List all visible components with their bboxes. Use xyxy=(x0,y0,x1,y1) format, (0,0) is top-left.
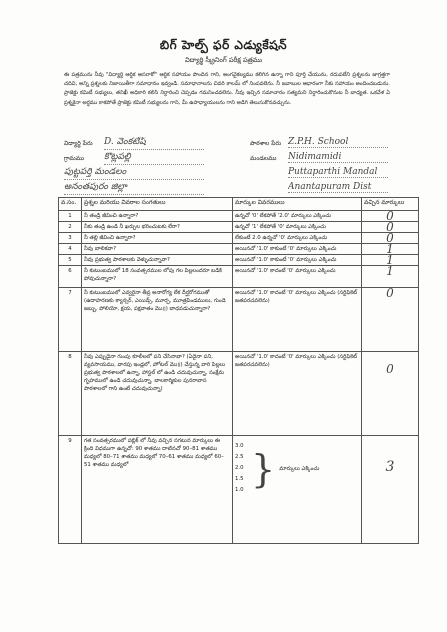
row-question: నీ కుటుంబములో 18 సంవత్సరముల లోపు గల పిల్లలందరూ బడికి పోవుచున్నారా? xyxy=(82,266,233,288)
line4-right-value[interactable]: Anantapuram Dist xyxy=(288,182,388,193)
table-row xyxy=(59,436,419,544)
line3-left-value[interactable]: పుట్టపర్తి మండలం xyxy=(64,167,204,180)
row-mark-value: 0 xyxy=(386,220,394,234)
row-marking-rule: అయినచో '1.0' కాదంటే '0' మార్కులు ఎక్కించు (సర్టిఫికెట్ జతపరచవలెను) xyxy=(233,288,362,352)
scale-value: 2.5 xyxy=(235,454,244,460)
table-row xyxy=(59,255,419,266)
scale-value: 1.5 xyxy=(235,476,244,482)
row-mark-value: 0 xyxy=(386,209,394,223)
row-mark-cell[interactable] xyxy=(362,352,419,436)
row-question: గత సంవత్సరములో పబ్లిక్ లో నీవు వచ్చిన సగటున మార్కులు ఈ క్రింది విధముగా ఉన్నచో: 90 శాతము దాటినచో 90–81 శాతము మధ్యలో 80–71 శాతము మధ్యలో 70–61 శాతము మధ్యలో 60–51 శాతము మధ్యలో xyxy=(82,436,233,544)
row-marking-rule: అయినచో '1.0' కాదంటే '0' మార్కులు ఎక్కించు (సర్టిఫికెట్ జతపరచవలెను) xyxy=(233,352,362,436)
marks-scale xyxy=(235,441,359,496)
table-row xyxy=(59,266,419,288)
school-value[interactable]: Z.P.H. School xyxy=(288,137,388,148)
row-marking-rule: అయినచో '1.0' కాకుంటే '0' మార్కులు ఎక్కించు xyxy=(233,255,362,266)
row-number: 5 xyxy=(59,255,82,266)
screening-table xyxy=(58,197,419,544)
line3-right-value[interactable]: Puttaparthi Mandal xyxy=(288,167,388,178)
row-mark-value: 1 xyxy=(386,253,394,267)
row-mark-value: 3 xyxy=(385,459,395,475)
row-marking-rule: ఉన్నచో '0' లేకపోతే '2.0' మార్కులు ఎక్కించు xyxy=(233,211,362,222)
village-label: గ్రామము xyxy=(64,155,85,162)
row-mark-cell[interactable] xyxy=(362,288,419,352)
row-marking-rule: ఉన్నచో '1' లేకపోతే '0' మార్కులు ఎక్కించు xyxy=(233,222,362,233)
row-mark-cell[interactable] xyxy=(362,436,419,544)
village-value[interactable]: కొట్లపల్లి xyxy=(104,152,204,165)
marks-scale-values xyxy=(235,441,251,496)
header-marking: మార్కుల వివరములు xyxy=(233,198,362,211)
row-question: నీ కుటుంబములో ఎవ్వరైనా తీవ్ర అనారోగ్య లేక దీర్ఘరోగముతో (ఉదాహరణకు క్యాన్సర్, ఎయిడ్స్, మూర్ఛ, మూత్రపిండములు, గుండె జబ్బు, పోలియో, క్షయ, పక్షవాతం మొ॥) బాధపడుచున్నారా? xyxy=(82,288,233,352)
instructions-paragraph: ఈ పత్రమును నీవు "విద్యార్థి ఆర్థిక ఆసరాకో" ఆర్థిక సహాయం పొందిన గాని, అంగవైకల్యము కలిగిన ఉన్నా గాని పూర్తి చేయును, రదుపలేని ప్రశ్నలను జాగ్రత్తగా చదివి, అన్ని ప్రశ్నలకు నిజాయితీగా సమాధానం ఇవ్వండి. సమాధానాలను చివరి కాలమ్ లో నింపవలెను. నీ జవాబుల ఆధారంగా నీకు సహాయం అందించబడును. ప్రాజెక్టు కమిటీ సభ్యులు, తనిఖీ అధికారి కలిసి నిర్ధారించి చెప్పడం గమనించవలెను. నీవు ఇచ్చిన సమాచారం సత్యమని నిర్ధారించుకొనుట నీ బాధ్యత. ఒకవేళ ఏ ప్రశ్నకైనా అర్థము కాకపోతే ప్రాజెక్టు కమిటీ సభ్యులను గాని, మీ ఉపాధ్యాయులను గాని అడిగి తెలుసుకొనవచ్చును. xyxy=(64,72,390,106)
brace-icon: } xyxy=(251,446,276,491)
row-mark-value: 0 xyxy=(386,286,394,300)
table-row xyxy=(59,352,419,436)
row-number: 7 xyxy=(59,288,82,352)
row-question: నీ తల్లి జీవించి ఉన్నారా? xyxy=(82,233,233,244)
form-title: బిగ్ హెల్ప్ ఫర్ ఎడ్యుకేషన్ xyxy=(159,38,288,52)
scale-value: 3.0 xyxy=(235,443,244,449)
row-question: నీవు బాలికవా? xyxy=(82,244,233,255)
row-number: 6 xyxy=(59,266,82,288)
row-marking-rule-cell xyxy=(233,436,362,544)
table-row xyxy=(59,222,419,233)
row-number: 3 xyxy=(59,233,82,244)
row-number: 8 xyxy=(59,352,82,436)
row-mark-value: 1 xyxy=(386,264,394,278)
scale-value: 2.0 xyxy=(235,465,244,471)
header-question: ప్రశ్నల మరియు వివరాల సంగతులు xyxy=(82,198,233,211)
row-question: నీకు తండ్రి ఉండి నీ ఖర్చుల భరించుటకు లేరా? xyxy=(82,222,233,233)
student-name-label: విద్యార్థి పేరు xyxy=(64,140,93,147)
school-label: పాఠశాల పేరు xyxy=(250,140,282,147)
row-number: 9 xyxy=(59,436,82,544)
table-row xyxy=(59,288,419,352)
row-question: నీవు ఎప్పుడైనా గుంపు కూలీలలో పని చేసినావా? (ఏదైనా పని, వ్యవసాయము, వారపు ఇండ్లలో, హోటల్ మొ॥) చేస్తున్న వారి పిల్లలు ప్రభుత్వ పాఠశాలలో ఉన్నా, హాస్టల్ లో ఉండి చదువుచున్నా, సంక్షేమ గృహములో ఉండి చదువుచున్నా, బాలకార్మికుల పునరావాస పాఠశాలలో గాని ఉంటే చదువుచున్నా) xyxy=(82,352,233,436)
row-number: 4 xyxy=(59,244,82,255)
table-row xyxy=(59,244,419,255)
mandal-label: మండలము xyxy=(250,155,277,162)
mandal-value[interactable]: Nidimamidi xyxy=(288,152,388,163)
row-question: నీ తండ్రి జీవించి ఉన్నారా? xyxy=(82,211,233,222)
row-marking-rule: మార్కులు ఎక్కించు xyxy=(279,465,320,472)
header-marks-obtained: వచ్చిన మార్కులు xyxy=(362,198,419,211)
student-name-value[interactable]: D. వెంకటేష్ xyxy=(104,137,204,150)
line4-left-value[interactable]: అనంతపురం జిల్లా xyxy=(64,182,204,195)
form-subtitle: విద్యార్థి స్క్రీనింగ్ పరీక్ష పత్రము xyxy=(184,56,263,64)
row-marking-rule: లేకుంటే 2.0 ఉన్నచో '0' మార్కులు ఎక్కించు xyxy=(233,233,362,244)
row-mark-cell[interactable] xyxy=(362,266,419,288)
table-row xyxy=(59,211,419,222)
header-serial: వ.సం. xyxy=(59,198,82,211)
row-marking-rule: అయినచో '1.0' కాదంటే '0' మార్కులు ఎక్కించు xyxy=(233,266,362,288)
row-question: నీవు ప్రభుత్వ పాఠశాలకు వెళ్ళుచున్నావా? xyxy=(82,255,233,266)
table-header-row xyxy=(59,198,419,211)
row-marking-rule: అయినచో '1.0' కాకుంటే '0' మార్కులు ఎక్కించు xyxy=(233,244,362,255)
table-row xyxy=(59,233,419,244)
row-mark-value: 1 xyxy=(386,242,394,256)
scale-value: 1.0 xyxy=(235,487,244,493)
row-number: 2 xyxy=(59,222,82,233)
row-number: 1 xyxy=(59,211,82,222)
row-mark-value: 0 xyxy=(386,362,394,376)
row-mark-value: 0 xyxy=(386,231,394,245)
